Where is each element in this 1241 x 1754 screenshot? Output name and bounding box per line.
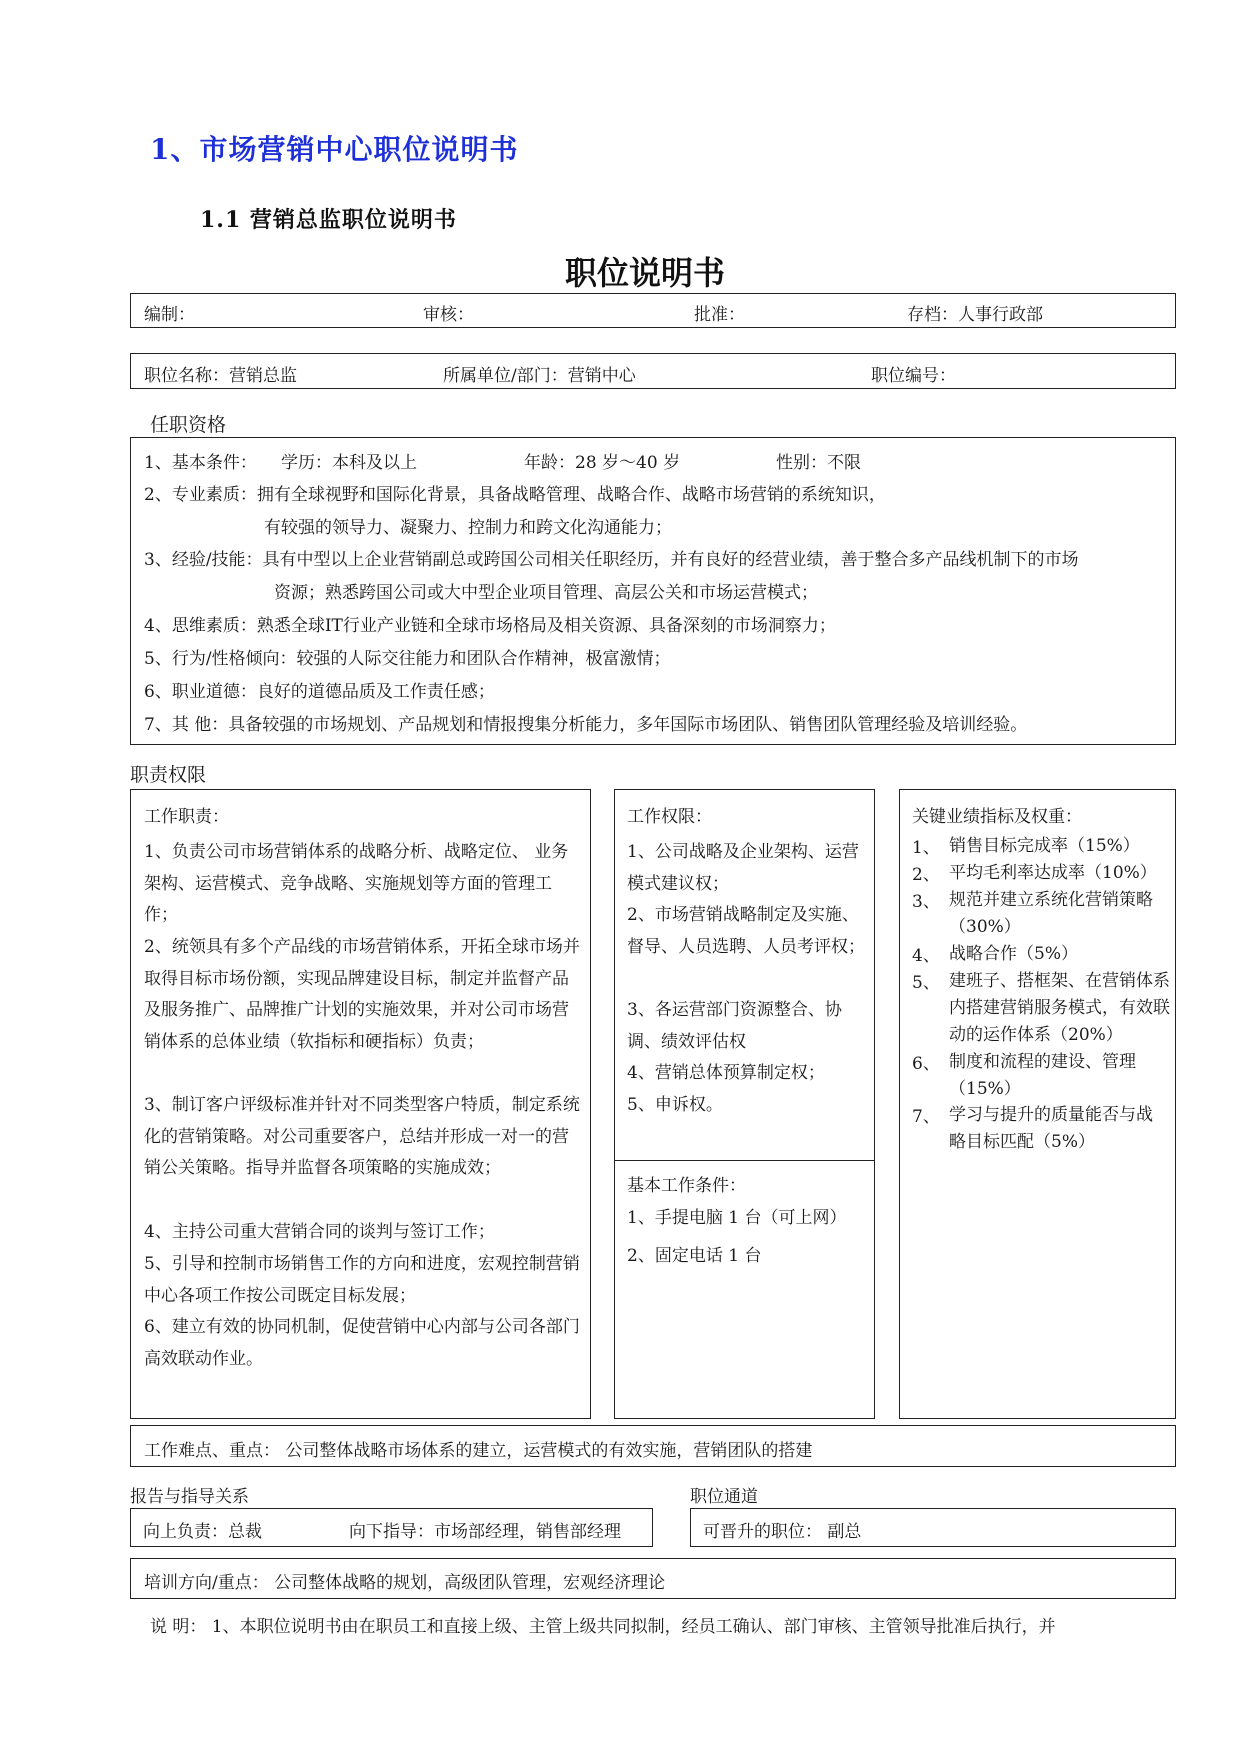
kpi-text: 规范并建立系统化营销策略（30%） <box>949 890 1153 937</box>
training-row <box>130 1558 1176 1599</box>
difficulty-row <box>130 1425 1176 1467</box>
duty-item: 3、制订客户评级标准并针对不同类型客户特质，制定系统化的营销策略。对公司重要客户，总结并形成一对一的营销公关策略。指导并监督各项策略的实施成效； <box>144 1095 580 1179</box>
qualification-line: 资源；熟悉跨国公司或大中型企业项目管理、高层公关和市场运营模式； <box>274 583 818 603</box>
approved-label: 批准： <box>694 305 745 325</box>
age: 年龄：28 岁～40 岁 <box>524 453 681 473</box>
duty-item: 2、统领具有多个产品线的市场营销体系，开拓全球市场并取得目标市场份额，实现品牌建设目标，制定并监督产品及服务推广、品牌推广计划的实施效果，并对公司市场营销体系的总体业绩（软指标和硬指标）负责； <box>144 937 580 1053</box>
kpi-text: 制度和流程的建设、管理（15%） <box>949 1052 1136 1099</box>
duty-item: 5、引导和控制市场销售工作的方向和进度，宏观控制营销中心各项工作按公司既定目标发展； <box>144 1254 580 1306</box>
authority-item: 4、营销总体预算制定权； <box>627 1063 825 1083</box>
subsection-heading: 1.1 营销总监职位说明书 <box>200 207 457 233</box>
conditions-title: 基本工作条件： <box>627 1176 746 1196</box>
section-heading: 1、市场营销中心职位说明书 <box>150 133 519 166</box>
qualification-line: 4、思维素质：熟悉全球IT行业产业链和全球市场格局及相关资源、具备深刻的市场洞察力； <box>144 616 836 636</box>
authority-box <box>614 789 875 1161</box>
qualifications-box <box>130 437 1176 745</box>
kpi-number: 5、 <box>912 973 940 993</box>
duties-box <box>130 789 591 1419</box>
duty-item: 1、负责公司市场营销体系的战略分析、战略定位、 业务架构、运营模式、竞争战略、实施规划等方面的管理工作； <box>144 842 569 926</box>
responsibilities-title: 职责权限 <box>130 764 207 786</box>
reporting-box <box>130 1508 653 1547</box>
kpi-number: 1、 <box>912 838 940 858</box>
education: 学历：本科及以上 <box>281 453 417 473</box>
qualification-line: 6、职业道德：良好的道德品质及工作责任感； <box>144 682 495 702</box>
document-title: 职位说明书 <box>564 254 725 292</box>
reporting-title: 报告与指导关系 <box>130 1487 249 1507</box>
kpi-number: 3、 <box>912 892 940 912</box>
report-up: 向上负责：总裁 <box>143 1522 262 1542</box>
promotion: 可晋升的职位： 副总 <box>703 1522 862 1542</box>
basic-label: 1、基本条件： <box>144 453 257 473</box>
qualification-line: 2、专业素质：拥有全球视野和国际化背景，具备战略管理、战略合作、战略市场营销的系统知识， <box>144 485 886 505</box>
position-dept: 所属单位/部门：营销中心 <box>443 366 636 386</box>
career-title: 职位通道 <box>690 1487 758 1507</box>
kpi-box <box>899 789 1176 1419</box>
authority-title: 工作权限： <box>627 807 712 827</box>
kpi-text: 销售目标完成率（15%） <box>949 836 1140 856</box>
note-text: 说 明： 1、本职位说明书由在职员工和直接上级、主管上级共同拟制，经员工确认、部门审核、主管领导批准后执行，并 <box>150 1617 1056 1637</box>
qualification-line: 3、经验/技能：具有中型以上企业营销副总或跨国公司相关任职经历，并有良好的经营业绩，善于整合多产品线机制下的市场 <box>144 550 1079 570</box>
reviewed-label: 审核： <box>423 305 474 325</box>
kpi-number: 6、 <box>912 1054 940 1074</box>
kpi-number: 4、 <box>912 946 940 966</box>
duty-item: 4、主持公司重大营销合同的谈判与签订工作； <box>144 1222 495 1242</box>
kpi-number: 2、 <box>912 865 940 885</box>
kpi-text: 学习与提升的质量能否与战略目标匹配（5%） <box>949 1105 1153 1152</box>
training-text: 培训方向/重点： 公司整体战略的规划，高级团队管理，宏观经济理论 <box>144 1573 666 1593</box>
qualifications-title: 任职资格 <box>150 414 227 436</box>
conditions-box <box>614 1160 875 1419</box>
kpi-number: 7、 <box>912 1107 940 1127</box>
position-code: 职位编号： <box>871 366 956 386</box>
kpi-text: 建班子、搭框架、在营销体系内搭建营销服务模式，有效联动的运作体系（20%） <box>949 971 1170 1045</box>
kpi-text: 平均毛利率达成率（10%） <box>949 863 1157 883</box>
kpi-text: 战略合作（5%） <box>949 944 1078 964</box>
duty-item: 6、建立有效的协同机制，促使营销中心内部与公司各部门高效联动作业。 <box>144 1317 580 1369</box>
qualification-line: 5、行为/性格倾向：较强的人际交往能力和团队合作精神，极富激情； <box>144 649 671 669</box>
qualification-line: 有较强的领导力、凝聚力、控制力和跨文化沟通能力； <box>264 518 672 538</box>
position-name: 职位名称：营销总监 <box>144 366 297 386</box>
difficulty-text: 工作难点、重点： 公司整体战略市场体系的建立，运营模式的有效实施，营销团队的搭建 <box>144 1441 813 1461</box>
authority-item: 2、市场营销战略制定及实施、督导、人员选聘、人员考评权； <box>627 905 865 957</box>
archive-label: 存档：人事行政部 <box>907 305 1043 325</box>
kpi-title: 关键业绩指标及权重： <box>912 807 1082 827</box>
compiled-label: 编制： <box>144 305 195 325</box>
condition-item: 1、手提电脑 1 台（可上网） <box>627 1208 847 1228</box>
qualification-line: 7、其 他：具备较强的市场规划、产品规划和情报搜集分析能力，多年国际市场团队、销售团队管理经验及培训经验。 <box>144 715 1028 735</box>
gender: 性别：不限 <box>776 453 861 473</box>
condition-item: 2、固定电话 1 台 <box>627 1246 762 1266</box>
report-down: 向下指导：市场部经理，销售部经理 <box>349 1522 621 1542</box>
approval-row <box>130 293 1176 328</box>
position-row <box>130 353 1176 389</box>
authority-item: 1、公司战略及企业架构、运营模式建议权； <box>627 842 859 894</box>
duties-title: 工作职责： <box>144 807 229 827</box>
authority-item: 5、申诉权。 <box>627 1095 723 1115</box>
authority-item: 3、各运营部门资源整合、协调、绩效评估权 <box>627 1000 842 1052</box>
career-box <box>690 1508 1176 1547</box>
